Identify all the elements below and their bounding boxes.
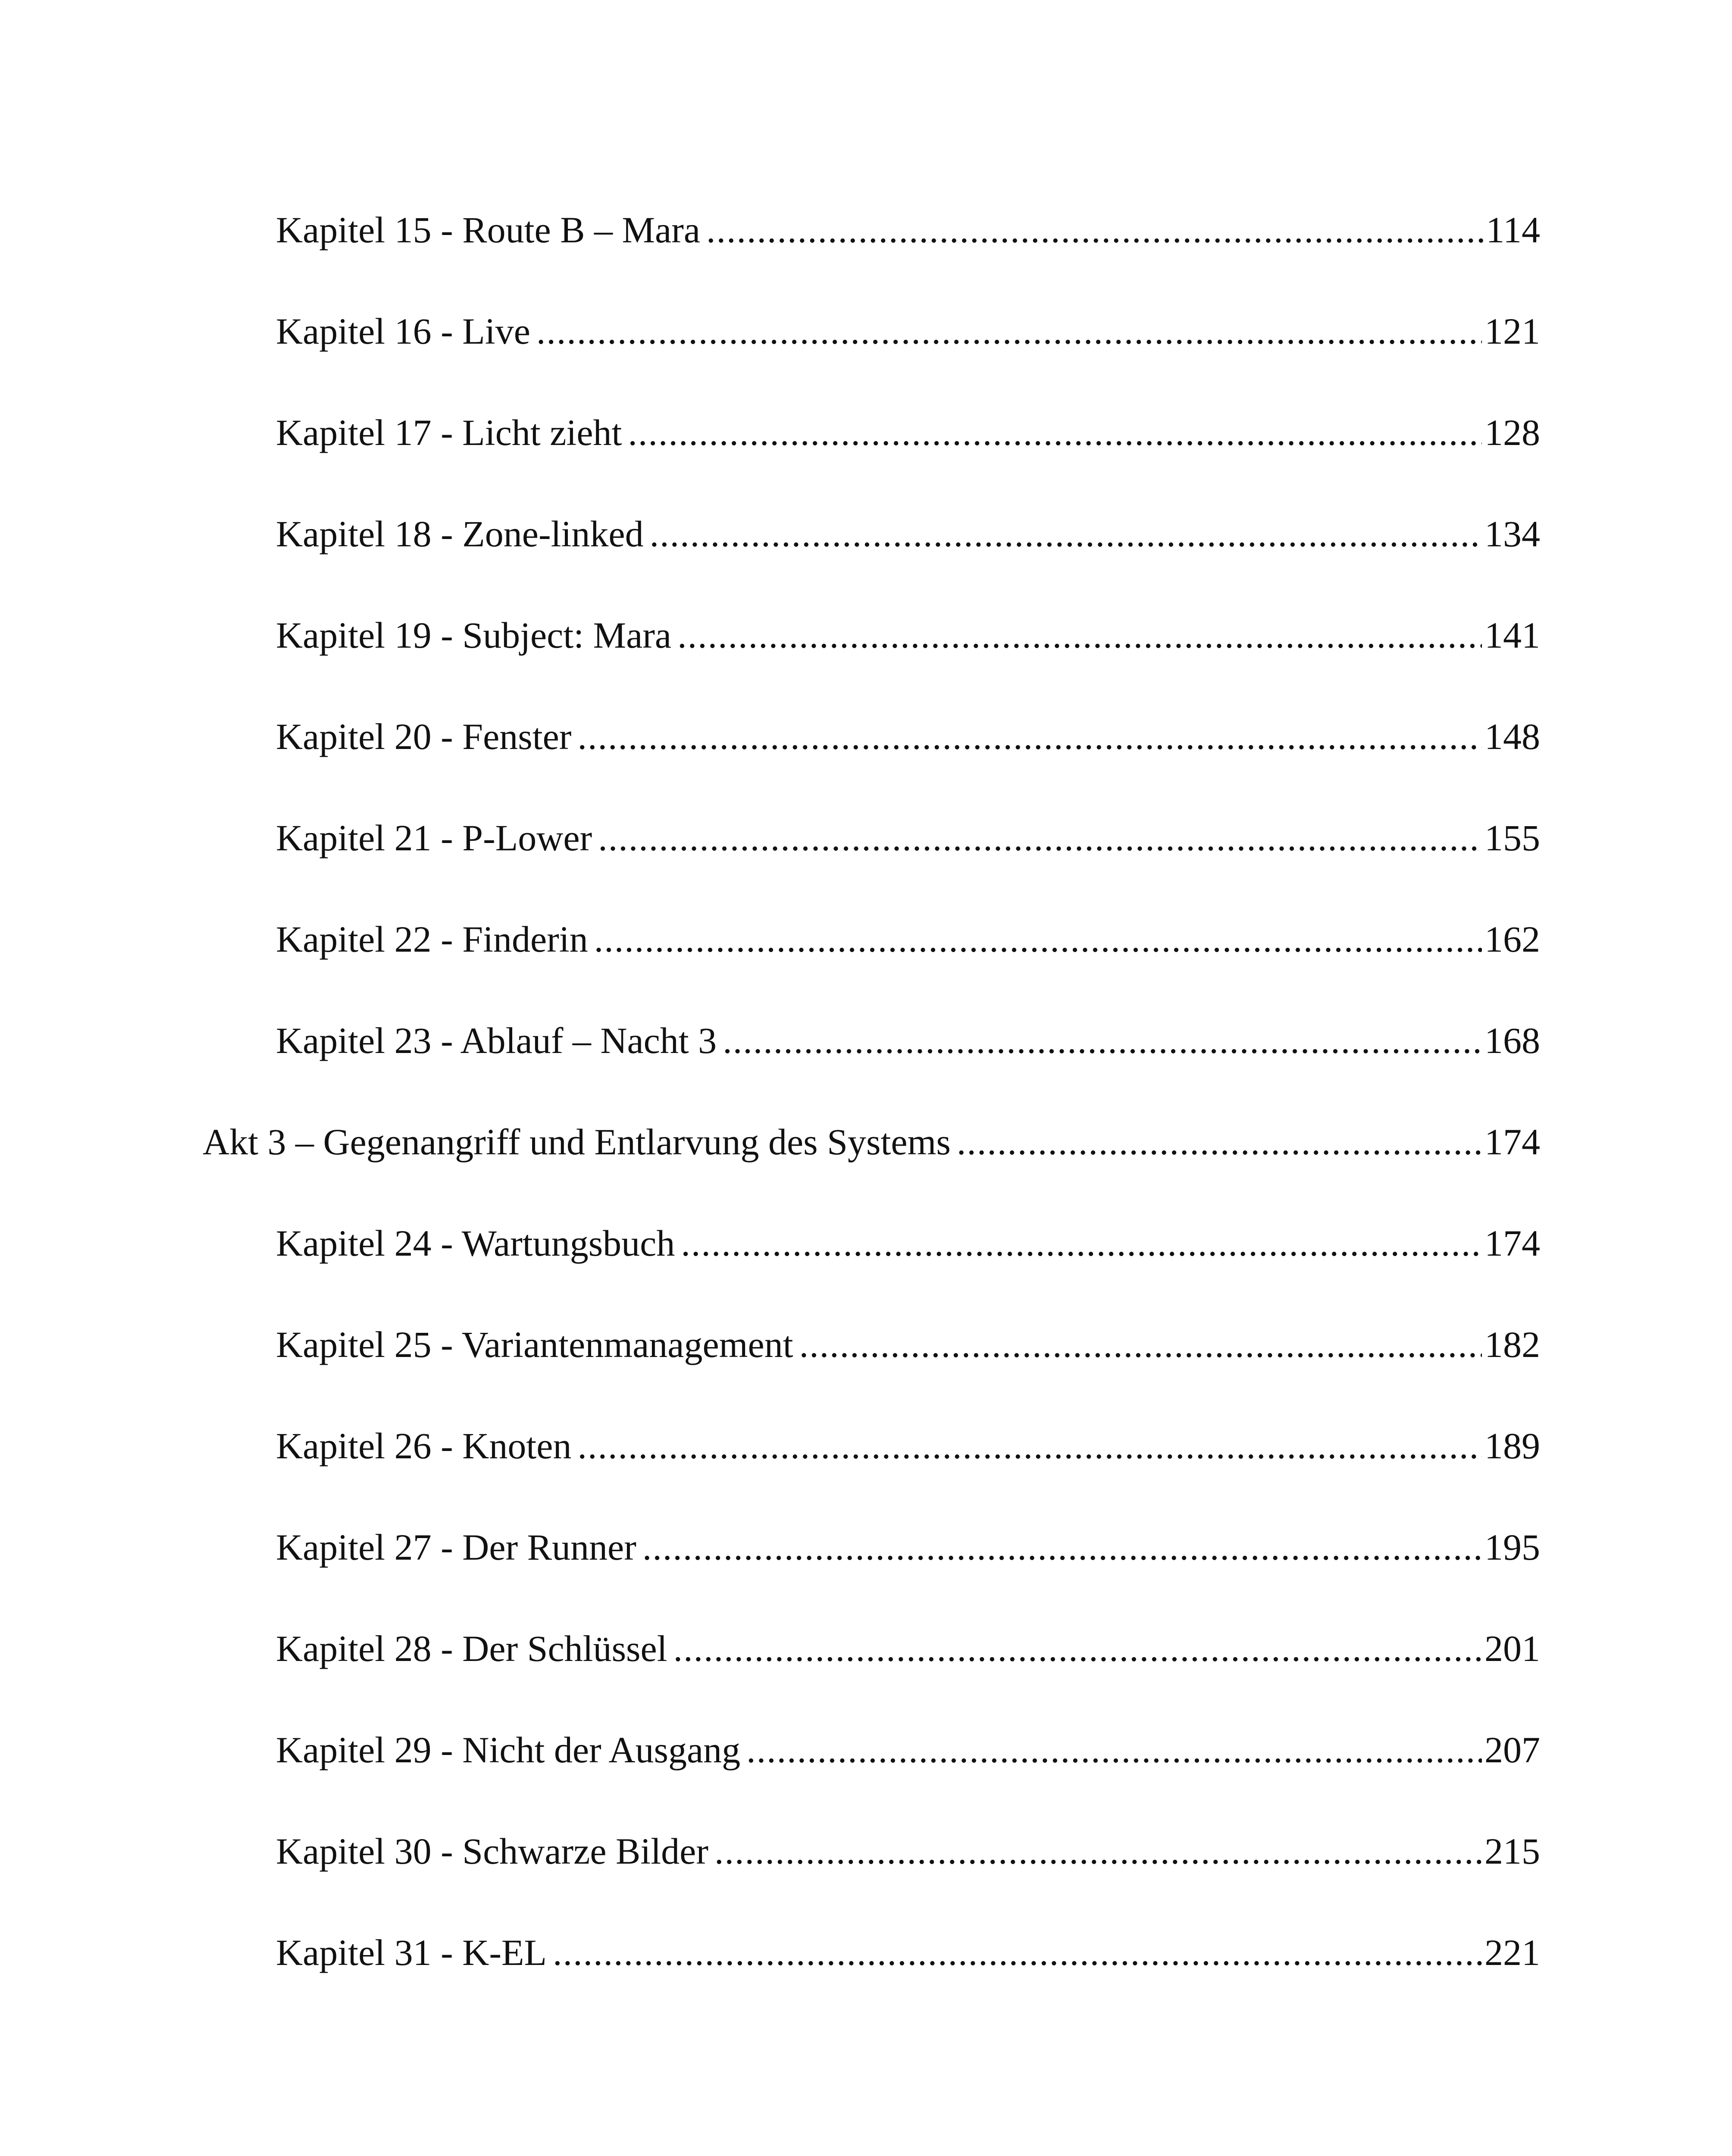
toc-entry-title: Kapitel 25 - Variantenmanagement (276, 1324, 793, 1365)
toc-entry-page: 174 (1485, 1222, 1540, 1264)
toc-dot-leader (746, 1726, 1482, 1774)
toc-entry-page: 215 (1485, 1830, 1540, 1872)
toc-dot-leader (677, 611, 1482, 659)
toc-entry-title: Kapitel 24 - Wartungsbuch (276, 1222, 675, 1264)
toc-entry-title: Kapitel 15 - Route B – Mara (276, 209, 701, 251)
toc-entry-page: 221 (1485, 1932, 1540, 1973)
toc-dot-leader (706, 206, 1483, 254)
toc-entry-page: 128 (1485, 412, 1540, 453)
toc-dot-leader (673, 1625, 1482, 1672)
toc-entry[interactable] (276, 1017, 1540, 1064)
toc-entry-title: Kapitel 28 - Der Schlüssel (276, 1628, 667, 1669)
toc-entry-page: 162 (1485, 918, 1540, 960)
toc-dot-leader (577, 713, 1482, 760)
toc-entry-title: Kapitel 26 - Knoten (276, 1425, 572, 1467)
toc-entry-title: Akt 3 – Gegenangriff und Entlarvung des Systems (203, 1121, 951, 1163)
toc-dot-leader (594, 915, 1482, 963)
toc-dot-leader (714, 1827, 1482, 1875)
toc-entry-title: Kapitel 18 - Zone-linked (276, 513, 644, 555)
toc-entry-title: Kapitel 30 - Schwarze Bilder (276, 1830, 708, 1872)
toc-entry[interactable] (276, 1219, 1540, 1267)
toc-entry-page: 155 (1485, 817, 1540, 859)
toc-entry-act[interactable] (203, 1118, 1540, 1166)
toc-entry[interactable] (276, 1726, 1540, 1774)
toc-entry-title: Kapitel 29 - Nicht der Ausgang (276, 1729, 741, 1771)
toc-entry-page: 168 (1485, 1020, 1540, 1061)
toc-entry-page: 182 (1485, 1324, 1540, 1365)
toc-entry[interactable] (276, 713, 1540, 760)
toc-entry-page: 141 (1485, 614, 1540, 656)
toc-dot-leader (577, 1422, 1482, 1470)
toc-entry-title: Kapitel 22 - Finderin (276, 918, 588, 960)
toc-entry[interactable] (276, 1827, 1540, 1875)
toc-entry-page: 195 (1485, 1526, 1540, 1568)
toc-entry-title: Kapitel 16 - Live (276, 310, 530, 352)
toc-entry-page: 121 (1485, 310, 1540, 352)
toc-entry-title: Kapitel 27 - Der Runner (276, 1526, 636, 1568)
toc-entry[interactable] (276, 1422, 1540, 1470)
toc-entry-title: Kapitel 19 - Subject: Mara (276, 614, 672, 656)
toc-entry[interactable] (276, 915, 1540, 963)
toc-entry-page: 189 (1485, 1425, 1540, 1467)
toc-entry-title: Kapitel 17 - Licht zieht (276, 412, 622, 453)
toc-dot-leader (957, 1118, 1482, 1166)
toc-entry[interactable] (276, 1523, 1540, 1571)
toc-entry-page: 114 (1486, 209, 1540, 251)
toc-entry[interactable] (276, 611, 1540, 659)
toc-entry-page: 174 (1485, 1121, 1540, 1163)
toc-entry-title: Kapitel 21 - P-Lower (276, 817, 592, 859)
toc-dot-leader (799, 1321, 1482, 1368)
toc-dot-leader (681, 1219, 1482, 1267)
toc-dot-leader (642, 1523, 1482, 1571)
toc-entry[interactable] (276, 206, 1540, 254)
toc-entry-title: Kapitel 23 - Ablauf – Nacht 3 (276, 1020, 717, 1061)
toc-entry-title: Kapitel 31 - K-EL (276, 1932, 547, 1973)
toc-dot-leader (723, 1017, 1482, 1064)
toc-dot-leader (628, 409, 1482, 456)
toc-dot-leader (598, 814, 1482, 862)
toc-dot-leader (650, 510, 1482, 558)
toc-entry-page: 201 (1485, 1628, 1540, 1669)
toc-dot-leader (536, 307, 1482, 355)
toc-entry-page: 134 (1485, 513, 1540, 555)
toc-entry-title: Kapitel 20 - Fenster (276, 716, 572, 757)
toc-entry-page: 148 (1485, 716, 1540, 757)
toc-entry[interactable] (276, 307, 1540, 355)
toc-entry[interactable] (276, 814, 1540, 862)
toc-entry[interactable] (276, 409, 1540, 456)
toc-entry[interactable] (276, 1321, 1540, 1368)
toc-entry-page: 207 (1485, 1729, 1540, 1771)
toc-dot-leader (553, 1929, 1482, 1976)
toc-entry[interactable] (276, 510, 1540, 558)
toc-entry[interactable] (276, 1625, 1540, 1672)
toc-entry[interactable] (276, 1929, 1540, 1976)
